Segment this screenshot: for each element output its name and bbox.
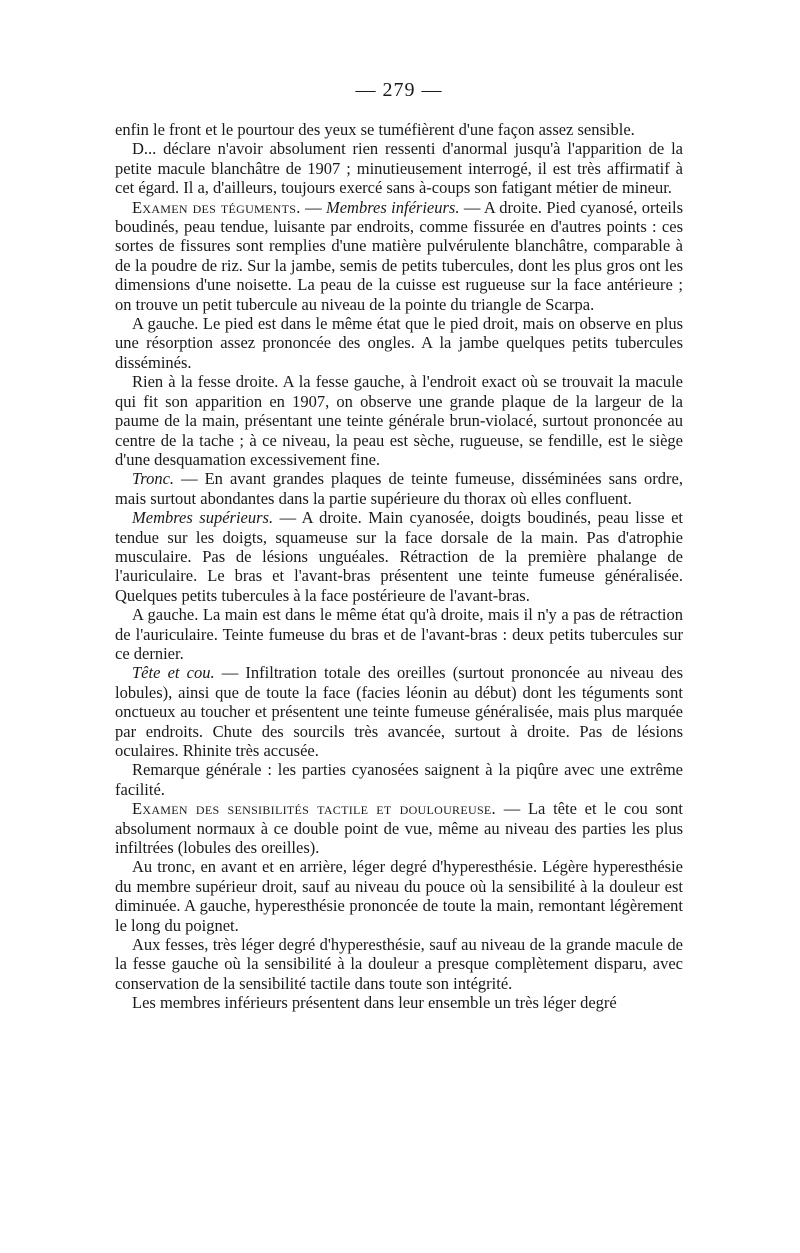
paragraph-5 bbox=[115, 372, 683, 469]
paragraph-10 bbox=[115, 760, 683, 799]
paragraph-4 bbox=[115, 314, 683, 372]
paragraph-text: — A droite. Pied cyanosé, orteils boudinés, peau tendue, luisante par endroits, comme fissurée en d'autres points : ces sortes de fissures sont remplies d'une matière pulvérulente blanchâtre, comparable à de la poudre de riz. Sur la jambe, semis de petits tubercules, dont les plus gros ont les dimensions d'une noisette. La peau de la cuisse est rugueuse sur la face antérieure ; on trouve un petit tubercule au niveau de la pointe du triangle de Scarpa. bbox=[115, 197, 683, 314]
paragraph-14 bbox=[115, 993, 683, 1012]
paragraph-text: Les membres inférieurs présentent dans leur ensemble un très léger degré bbox=[132, 993, 617, 1013]
subsection-heading: Membres supérieurs. bbox=[132, 508, 274, 528]
paragraph-6 bbox=[115, 469, 683, 508]
paragraph-13 bbox=[115, 935, 683, 993]
section-heading: Examen des sensibilités tactile et douloureuse. bbox=[132, 799, 496, 819]
paragraph-text: — La tête et le cou sont absolument normaux à ce double point de vue, même au niveau des parties les plus infiltrées (lobules des oreilles). bbox=[115, 799, 683, 858]
paragraph-text: Aux fesses, très léger degré d'hyperesthésie, sauf au niveau de la grande macule de la fesse gauche où la sensibilité à la douleur a presque complètement disparu, avec conservation de la sensibilité tactile dans toute son intégrité. bbox=[115, 935, 683, 993]
dash: — bbox=[300, 197, 326, 217]
paragraph-text: — En avant grandes plaques de teinte fumeuse, disséminées sans ordre, mais surtout abondantes dans la partie supérieure du thorax où elles confluent. bbox=[115, 469, 683, 508]
paragraph-text: D... déclare n'avoir absolument rien ressenti d'anormal jusqu'à l'apparition de la petite macule blanchâtre de 1907 ; minutieusement interrogé, il est très affirmatif à cet égard. Il a, d'ailleurs, toujours exercé sans à-coups son fatigant métier de mineur. bbox=[115, 139, 683, 198]
paragraph-1 bbox=[115, 120, 683, 139]
paragraph-text: Au tronc, en avant et en arrière, léger degré d'hyperesthésie. Légère hyperesthésie du membre supérieur droit, sauf au niveau du pouce où la sensibilité à la douleur est diminuée. A gauche, hyperesthésie prononcée de toute la main, remontant légèrement le long du poignet. bbox=[115, 857, 683, 935]
body-text bbox=[115, 120, 683, 1013]
paragraph-text: Remarque générale : les parties cyanosées saignent à la piqûre avec une extrême facilité. bbox=[115, 760, 683, 799]
paragraph-11 bbox=[115, 799, 683, 857]
subsection-heading: Membres inférieurs. bbox=[325, 197, 460, 217]
paragraph-text: A gauche. La main est dans le même état qu'à droite, mais il n'y a pas de rétraction de l'auriculaire. Teinte fumeuse du bras et de l'avant-bras : deux petits tubercules sur ce dernier. bbox=[115, 605, 683, 663]
section-heading: Examen des téguments. bbox=[132, 197, 301, 217]
subsection-heading: Tronc. bbox=[132, 469, 175, 489]
paragraph-text: enfin le front et le pourtour des yeux se tuméfièrent d'une façon assez sensible. bbox=[115, 120, 635, 139]
paragraph-text: — A droite. Main cyanosée, doigts boudinés, peau lisse et tendue sur les doigts, squameuse sur la face dorsale de la main. Pas d'atrophie musculaire. Pas de lésions unguéales. Rétraction de la première phalange de l'auriculaire. Le bras et l'avant-bras présentent une teinte fumeuse généralisée. Quelques petits tubercules à la face postérieure de l'avant-bras. bbox=[115, 508, 684, 605]
paragraph-3 bbox=[115, 198, 683, 314]
paragraph-12 bbox=[115, 857, 683, 935]
paragraph-2 bbox=[115, 139, 683, 197]
paragraph-text: Rien à la fesse droite. A la fesse gauche, à l'endroit exact où se trouvait la macule qui fit son apparition en 1907, on observe une grande plaque de la largeur de la paume de la main, présentant une teinte générale brun-violacé, surtout prononcée au centre de la tache ; à ce niveau, la peau est sèche, rugueuse, se fendille, est le siège d'une desquamation excessivement fine. bbox=[115, 372, 683, 469]
paragraph-8 bbox=[115, 605, 683, 663]
paragraph-7 bbox=[115, 508, 683, 605]
paragraph-text: — Infiltration totale des oreilles (surtout prononcée au niveau des lobules), ainsi que de toute la face (facies léonin au début) dont les téguments sont onctueux au toucher et présentent une teinte fumeuse généralisée, mais plus marquée par endroits. Chute des sourcils très avancée, surtout à droite. Pas de lésions oculaires. Rhinite très accusée. bbox=[115, 663, 683, 760]
subsection-heading: Tête et cou. bbox=[132, 663, 215, 683]
page-number: — 279 — bbox=[355, 79, 443, 101]
paragraph-9 bbox=[115, 663, 683, 760]
paragraph-text: A gauche. Le pied est dans le même état que le pied droit, mais on observe en plus une résorption assez prononcée des ongles. A la jambe quelques petits tubercules disséminés. bbox=[115, 314, 683, 372]
